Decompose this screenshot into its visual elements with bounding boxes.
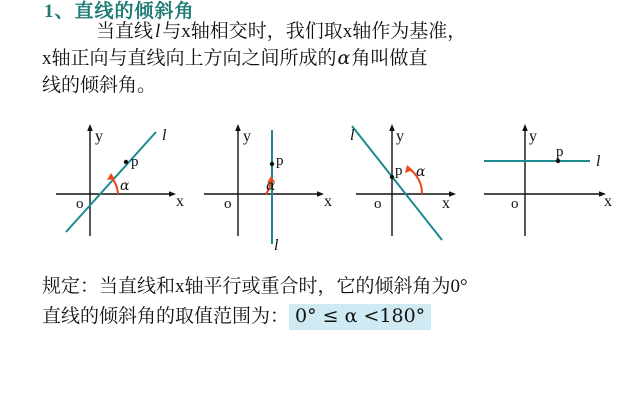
figure-obtuse-angle-svg bbox=[330, 118, 490, 258]
x-axis-arrow bbox=[169, 191, 176, 197]
p-label: p bbox=[556, 144, 564, 160]
x-label: x bbox=[176, 193, 184, 210]
figure-zero-angle-svg bbox=[480, 118, 635, 258]
y-axis-arrow bbox=[389, 124, 395, 131]
x-label: x bbox=[604, 193, 612, 210]
x-axis-arrow bbox=[317, 191, 324, 197]
x-axis-arrow bbox=[449, 191, 456, 197]
figure-acute-angle bbox=[52, 118, 202, 258]
range-value: 0° ≤ α <180° bbox=[295, 305, 426, 327]
intro-line-2-part-a: x轴正向与直线向上方向之间所成的 bbox=[42, 48, 337, 69]
p-label: p bbox=[131, 154, 139, 170]
intro-line-2 bbox=[42, 45, 612, 72]
y-label: y bbox=[529, 128, 537, 145]
page-title: 1、直线的倾斜角 bbox=[44, 1, 195, 22]
graph-line bbox=[66, 132, 156, 232]
o-label: o bbox=[76, 196, 84, 212]
intro-line-3: 线的倾斜角。 bbox=[42, 75, 157, 96]
intro-alpha-symbol: α bbox=[337, 47, 351, 69]
line-label: l bbox=[596, 153, 601, 170]
definition-line: 规定：当直线和x轴平行或重合时，它的倾斜角为0° bbox=[42, 276, 468, 297]
angle-label: α bbox=[120, 178, 130, 194]
line-label: l bbox=[162, 127, 167, 144]
p-label: p bbox=[395, 163, 403, 179]
x-label: x bbox=[442, 195, 450, 212]
bottom-paragraph bbox=[42, 272, 622, 332]
o-label: o bbox=[511, 196, 519, 212]
figure-obtuse-angle bbox=[330, 118, 480, 258]
y-axis-arrow bbox=[522, 124, 528, 131]
intro-paragraph bbox=[42, 18, 612, 99]
angle-arrow bbox=[107, 173, 115, 180]
angle-label: α bbox=[416, 164, 426, 180]
line-label: l bbox=[350, 127, 355, 144]
x-label: x bbox=[324, 193, 332, 210]
y-label: y bbox=[95, 128, 103, 145]
angle-label: α bbox=[266, 178, 276, 194]
y-axis-arrow bbox=[235, 124, 241, 131]
point-marker bbox=[124, 160, 128, 164]
figure-right-angle-svg bbox=[200, 118, 350, 258]
intro-line-variable: l bbox=[155, 21, 161, 42]
point-marker bbox=[390, 175, 394, 179]
intro-line-1-part-b: 与x轴相交时，我们取x轴作为基准， bbox=[162, 21, 467, 42]
y-axis-arrow bbox=[87, 124, 93, 131]
p-label: p bbox=[276, 153, 284, 169]
range-line bbox=[42, 302, 622, 332]
intro-line-2-part-b: 角叫做直 bbox=[351, 48, 428, 69]
intro-line-1 bbox=[42, 18, 612, 45]
o-label: o bbox=[374, 196, 382, 212]
range-line-prefix: 直线的倾斜角的取值范围为： bbox=[42, 306, 290, 327]
line-label: l bbox=[274, 237, 279, 254]
figure-zero-angle bbox=[480, 118, 630, 258]
range-highlight bbox=[289, 304, 431, 330]
figures-row bbox=[0, 118, 640, 258]
o-label: o bbox=[224, 196, 232, 212]
figure-acute-angle-svg bbox=[52, 118, 202, 258]
y-label: y bbox=[396, 128, 404, 145]
intro-line-1-part-a: 当直线 bbox=[96, 21, 154, 42]
y-label: y bbox=[243, 128, 251, 145]
point-marker bbox=[270, 162, 274, 166]
figure-right-angle bbox=[200, 118, 350, 258]
